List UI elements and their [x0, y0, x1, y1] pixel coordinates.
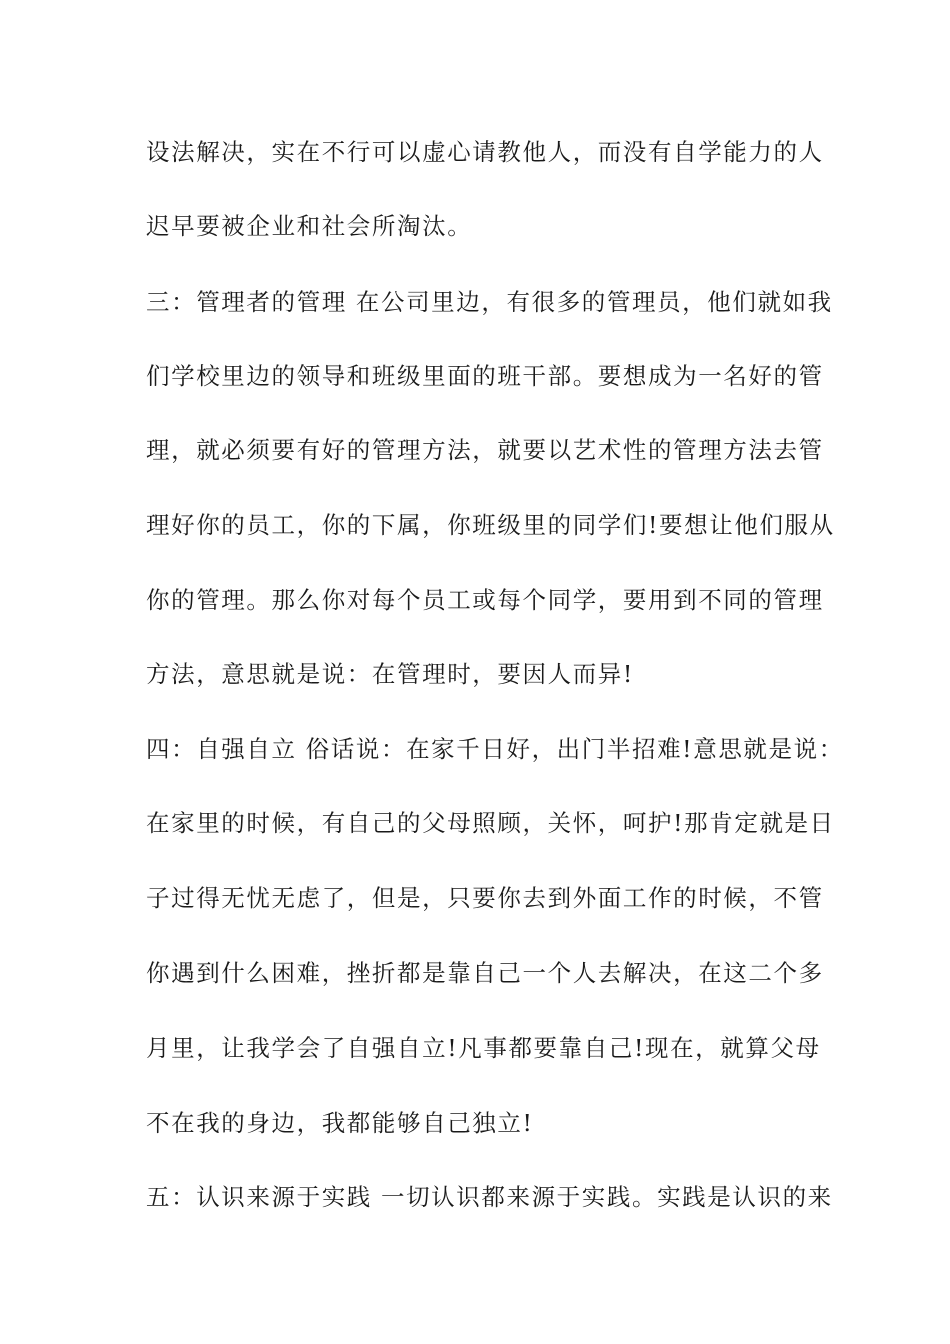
text-line: 三：管理者的管理 在公司里边，有很多的管理员，他们就如我 [146, 288, 833, 316]
text-line: 你的管理。那么你对每个员工或每个同学，要用到不同的管理 [146, 586, 824, 614]
text-line: 理好你的员工，你的下属，你班级里的同学们!要想让他们服从 [146, 511, 835, 539]
text-line: 迟早要被企业和社会所淘汰。 [146, 212, 473, 240]
text-line: 方法，意思就是说：在管理时，要因人而异! [146, 660, 634, 688]
text-line: 子过得无忧无虑了，但是，只要你去到外面工作的时候，不管 [146, 884, 824, 912]
text-line: 月里，让我学会了自强自立!凡事都要靠自己!现在，就算父母 [146, 1034, 821, 1062]
text-line: 四：自强自立 俗话说：在家千日好，出门半招难!意思就是说： [146, 735, 844, 763]
text-line: 你遇到什么困难，挫折都是靠自己一个人去解决，在这二个多 [146, 959, 824, 987]
text-line: 们学校里边的领导和班级里面的班干部。要想成为一名好的管 [146, 362, 824, 390]
text-line: 在家里的时候，有自己的父母照顾，关怀，呵护!那肯定就是日 [146, 809, 835, 837]
text-line: 不在我的身边，我都能够自己独立! [146, 1109, 534, 1137]
text-line: 五：认识来源于实践 一切认识都来源于实践。实践是认识的来 [146, 1183, 833, 1211]
text-line: 理，就必须要有好的管理方法，就要以艺术性的管理方法去管 [146, 436, 824, 464]
text-line: 设法解决，实在不行可以虚心请教他人，而没有自学能力的人 [146, 138, 824, 166]
